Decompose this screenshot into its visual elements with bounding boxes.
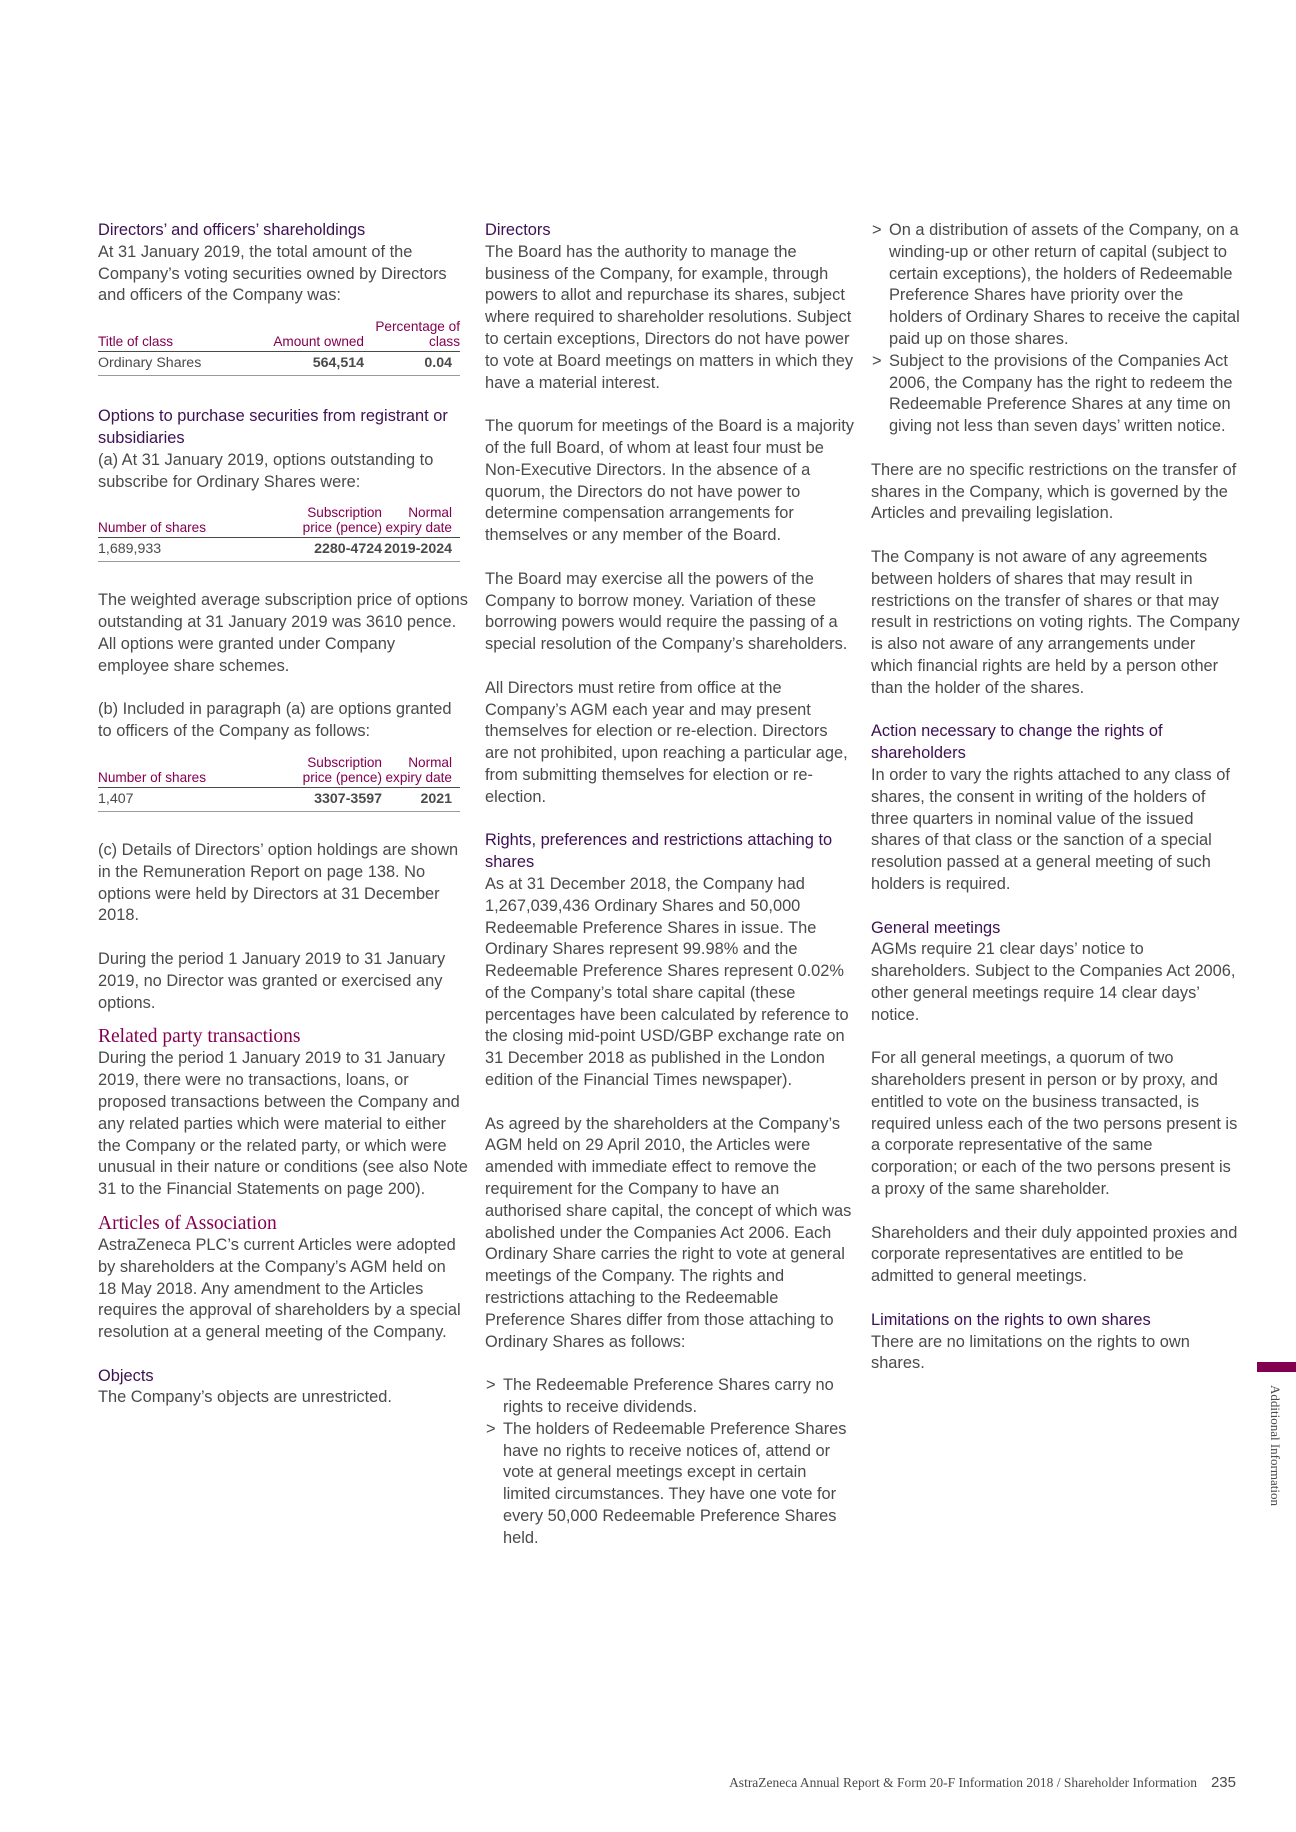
related-party-body: During the period 1 January 2019 to 31 January 2019, there were no transactions, loans, or proposed transactions between the Company and any related parties which were material to either the Company or the related party, or which were unusual in their nature or conditions (see also Note 31 to the Financial Statements on page 200).: [98, 1049, 468, 1199]
table-cell: 1,407: [98, 787, 290, 811]
table-header: Normal expiry date: [382, 505, 460, 538]
table-cell: 2019-2024: [382, 538, 460, 562]
limitations-body: There are no limitations on the rights to own shares.: [871, 1332, 1190, 1373]
general-meetings-p3: Shareholders and their duly appointed proxies and corporate representatives are entitled to be admitted to general meetings.: [871, 1223, 1238, 1286]
table-cell: 2021: [382, 787, 460, 811]
table-header: Number of shares: [98, 505, 290, 538]
page-footer: [0, 1772, 1236, 1794]
action-heading: Action necessary to change the rights of shareholders: [871, 722, 1163, 763]
rights-p1: As at 31 December 2018, the Company had 1,267,039,436 Ordinary Shares and 50,000 Redeemable Preference Shares in issue. The Ordinary Shares represent 99.98% and the Redeemable Preference Shares represent 0.02% of the Company’s total share capital (these percentages have been calculated by reference to the closing mid-point USD/GBP exchange rate on 31 December 2018 as published in the London edition of the Financial Times newspaper).: [485, 874, 849, 1090]
options-heading: Options to purchase securities from registrant or subsidiaries: [98, 407, 448, 447]
table-cell: Ordinary Shares: [98, 352, 268, 376]
table-cell: 3307-3597: [290, 787, 382, 811]
table-header: Normal expiry date: [382, 755, 460, 788]
rights-bullet-list: [485, 1375, 855, 1549]
objects-heading: Objects: [98, 1366, 154, 1385]
column-left: [98, 220, 468, 1409]
table-row: [98, 787, 460, 811]
table-header: Subscription price (pence): [290, 505, 382, 538]
section-tab-marker: [1257, 1362, 1296, 1372]
weighted-average-text: The weighted average subscription price of options outstanding at 31 January 2019 was 3610 pence. All options were granted under Company employee share schemes.: [98, 591, 468, 675]
footer-text: AstraZeneca Annual Report & Form 20-F Information 2018 / Shareholder Information: [729, 1775, 1197, 1790]
shareholdings-heading: Directors’ and officers’ shareholdings: [98, 221, 366, 239]
directors-heading: Directors: [485, 221, 551, 239]
table-cell: 1,689,933: [98, 538, 290, 562]
options-body-a: (a) At 31 January 2019, options outstanding to subscribe for Ordinary Shares were:: [98, 450, 434, 491]
general-meetings-p2: For all general meetings, a quorum of two shareholders present in person or by proxy, and entitled to vote on the business transacted, is required unless each of the two persons present is a corporate representative of the same corporation; or each of the two persons present is a proxy of the same shareholder.: [871, 1049, 1238, 1199]
column-middle: [485, 220, 855, 1550]
page-number: 235: [1210, 1774, 1236, 1791]
general-meetings-p1: AGMs require 21 clear days’ notice to shareholders. Subject to the Companies Act 2006, other general meetings require 14 clear days’ notice.: [871, 940, 1236, 1024]
table-cell: 564,514: [268, 352, 364, 376]
section-side-label: Additional Information: [1268, 1385, 1283, 1506]
list-item: > On a distribution of assets of the Company, on a winding-up or other return of capital (subject to certain exceptions), the holders of Redeemable Preference Shares have priority over the holders of Ordinary Shares to receive the capital paid up on those shares.: [871, 220, 1241, 351]
table-cell: 2280-4724: [290, 538, 382, 562]
limitations-heading: Limitations on the rights to own shares: [871, 1310, 1151, 1329]
list-item: > Subject to the provisions of the Companies Act 2006, the Company has the right to redeem the Redeemable Preference Shares at any time on giving not less than seven days’ written notice.: [871, 351, 1241, 438]
options-table-b: [98, 755, 460, 812]
rights-heading: Rights, preferences and restrictions attaching to shares: [485, 831, 833, 872]
general-meetings-heading: General meetings: [871, 918, 1001, 937]
table-header: Amount owned: [268, 319, 364, 352]
related-party-heading: Related party transactions: [98, 1026, 301, 1048]
table-header: Number of shares: [98, 755, 290, 788]
table-cell: 0.04: [364, 352, 460, 376]
preference-bullet-list: [871, 220, 1241, 438]
shareholdings-table: [98, 319, 460, 376]
transfer-restrictions-text: There are no specific restrictions on the transfer of shares in the Company, which is governed by the Articles and prevailing legislation.: [871, 460, 1237, 523]
options-body-c: (c) Details of Directors’ option holdings are shown in the Remuneration Report on page 138. No options were held by Directors at 31 December 2018.: [98, 840, 459, 925]
table-header: Title of class: [98, 319, 268, 352]
options-table-a: [98, 505, 460, 562]
directors-p2: The quorum for meetings of the Board is a majority of the full Board, of whom at least four must be Non-Executive Directors. In the absence of a quorum, the Directors do not have power to determine compensation arrangements for themselves or any member of the Board.: [485, 417, 854, 545]
list-item: > The Redeemable Preference Shares carry no rights to receive dividends.: [485, 1375, 855, 1419]
objects-body: The Company’s objects are unrestricted.: [98, 1388, 392, 1407]
options-period-text: During the period 1 January 2019 to 31 January 2019, no Director was granted or exercised any options.: [98, 949, 446, 1012]
table-header: Subscription price (pence): [290, 755, 382, 788]
rights-p2: As agreed by the shareholders at the Company’s AGM held on 29 April 2010, the Articles were amended with immediate effect to remove the requirement for the Company to have an authorised share capital, the concept of which was abolished under the Companies Act 2006. Each Ordinary Share carries the right to vote at general meetings of the Company. The rights and restrictions attaching to the Redeemable Preference Shares differ from those attaching to Ordinary Shares as follows:: [485, 1114, 852, 1351]
table-header: Percentage of class: [364, 319, 460, 352]
shareholdings-body: At 31 January 2019, the total amount of the Company’s voting securities owned by Directors and officers of the Company was:: [98, 242, 447, 305]
directors-p1: The Board has the authority to manage the business of the Company, for example, through powers to allot and repurchase its shares, subject where required to shareholder resolutions. Subject to certain exceptions, Directors do not have power to vote at Board meetings on matters in which they have a material interest.: [485, 242, 854, 392]
agreements-text: The Company is not aware of any agreements between holders of shares that may result in restrictions on the transfer of shares or that may result in restrictions on voting rights. The Company is also not aware of any arrangements under which financial rights are held by a person other than the holder of the shares.: [871, 547, 1240, 697]
directors-p4: All Directors must retire from office at the Company’s AGM each year and may present themselves for election or re-election. Directors are not prohibited, upon reaching a particular age, from submitting themselves for election or re-election.: [485, 678, 848, 806]
table-row: [98, 538, 460, 562]
action-body: In order to vary the rights attached to any class of shares, the consent in writing of the holders of three quarters in nominal value of the issued shares of that class or the sanction of a special resolution passed at a general meeting of such holders is required.: [871, 765, 1230, 893]
list-item: > The holders of Redeemable Preference Shares have no rights to receive notices of, attend or vote at general meetings except in certain limited circumstances. They have one vote for every 50,000 Redeemable Preference Shares held.: [485, 1419, 855, 1550]
table-row: [98, 352, 460, 376]
articles-body: AstraZeneca PLC’s current Articles were adopted by shareholders at the Company’s AGM held on 18 May 2018. Any amendment to the Articles requires the approval of shareholders by a special resolution at a general meeting of the Company.: [98, 1235, 461, 1342]
articles-heading: Articles of Association: [98, 1212, 277, 1234]
column-right: [871, 220, 1241, 1375]
options-body-b: (b) Included in paragraph (a) are options granted to officers of the Company as follows:: [98, 700, 452, 741]
directors-p3: The Board may exercise all the powers of the Company to borrow money. Variation of these borrowing powers would require the passing of a special resolution of the Company’s shareholders.: [485, 569, 848, 654]
